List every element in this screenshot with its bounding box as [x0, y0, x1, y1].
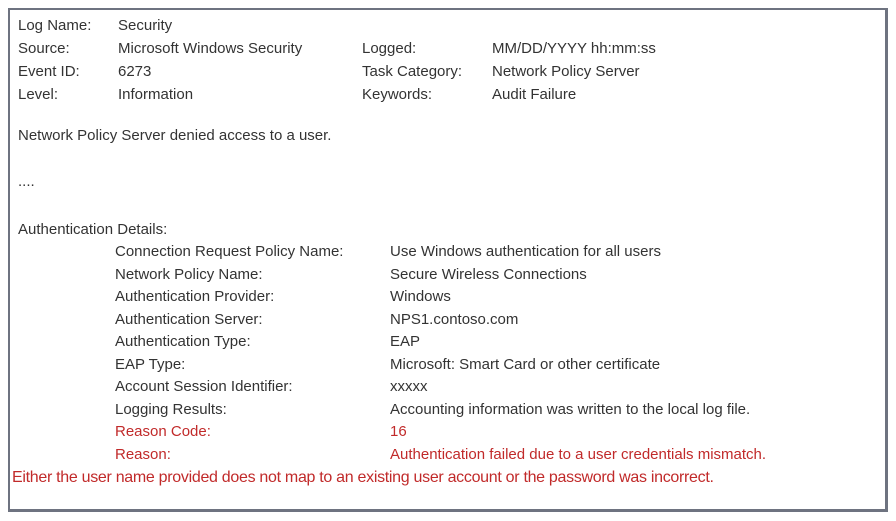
detail-value: Accounting information was written to the local log file. [390, 400, 751, 418]
detail-row-network-policy-name [115, 264, 885, 287]
field-value-keywords: Audit Failure [492, 86, 577, 103]
header-row-log-name [18, 14, 885, 37]
detail-label: Account Session Identifier: [115, 378, 293, 395]
field-label-task-category: Task Category: [362, 63, 463, 80]
field-value-event-id: 6273 [118, 63, 152, 80]
detail-label: Authentication Server: [115, 310, 263, 328]
field-label-source: Source: [18, 40, 70, 57]
event-header [18, 14, 885, 106]
detail-label: EAP Type: [115, 355, 186, 373]
detail-value: Windows [390, 288, 451, 305]
detail-label: Connection Request Policy Name: [115, 243, 344, 260]
detail-value: Microsoft: Smart Card or other certificate [390, 355, 661, 373]
detail-row-reason-code [115, 421, 885, 444]
alert-footer-note: Either the user name provided does not map to an existing user account or the password was incorrect. [12, 469, 714, 486]
field-label-level: Level: [18, 86, 59, 103]
detail-value: xxxxx [390, 378, 428, 395]
detail-label: Authentication Provider: [115, 288, 275, 305]
detail-value: Secure Wireless Connections [390, 265, 587, 283]
detail-label: Authentication Type: [115, 333, 251, 350]
field-value-logged: MM/DD/YYYY hh:mm:ss [492, 40, 656, 57]
field-label-empty [362, 14, 492, 37]
detail-row-connection-request-policy [115, 241, 885, 264]
detail-label: Network Policy Name: [115, 265, 263, 283]
detail-value: Use Windows authentication for all users [390, 243, 661, 260]
field-label-keywords: Keywords: [362, 86, 433, 103]
detail-row-authentication-provider [115, 286, 885, 309]
detail-row-eap-type [115, 354, 885, 377]
field-value-empty [492, 14, 885, 37]
field-value-task-category: Network Policy Server [492, 63, 640, 80]
detail-value: NPS1.contoso.com [390, 310, 519, 328]
detail-row-logging-results [115, 399, 885, 422]
detail-value: Authentication failed due to a user credentials mismatch. [390, 445, 767, 463]
header-row-eventid-taskcategory [18, 60, 885, 83]
auth-details-list [115, 241, 885, 466]
detail-row-account-session-identifier [115, 376, 885, 399]
event-description: Network Policy Server denied access to a user. [18, 127, 332, 144]
detail-label: Logging Results: [115, 400, 227, 418]
detail-row-reason [115, 444, 885, 467]
field-label-log-name: Log Name: [18, 17, 92, 34]
field-value-log-name: Security [118, 17, 173, 34]
detail-label: Reason: [115, 445, 171, 463]
field-label-event-id: Event ID: [18, 63, 80, 80]
auth-details-section-title: Authentication Details: [18, 221, 168, 238]
header-row-level-keywords [18, 83, 885, 106]
detail-row-authentication-server [115, 309, 885, 332]
detail-label: Reason Code: [115, 423, 211, 440]
ellipsis-text: .... [18, 173, 35, 190]
field-value-level: Information [118, 86, 194, 103]
event-detail-panel [8, 8, 888, 512]
detail-value: EAP [390, 333, 421, 350]
detail-value: 16 [390, 423, 407, 440]
header-row-source-logged [18, 37, 885, 60]
field-label-logged: Logged: [362, 40, 417, 57]
detail-row-authentication-type [115, 331, 885, 354]
field-value-source: Microsoft Windows Security [118, 40, 303, 57]
